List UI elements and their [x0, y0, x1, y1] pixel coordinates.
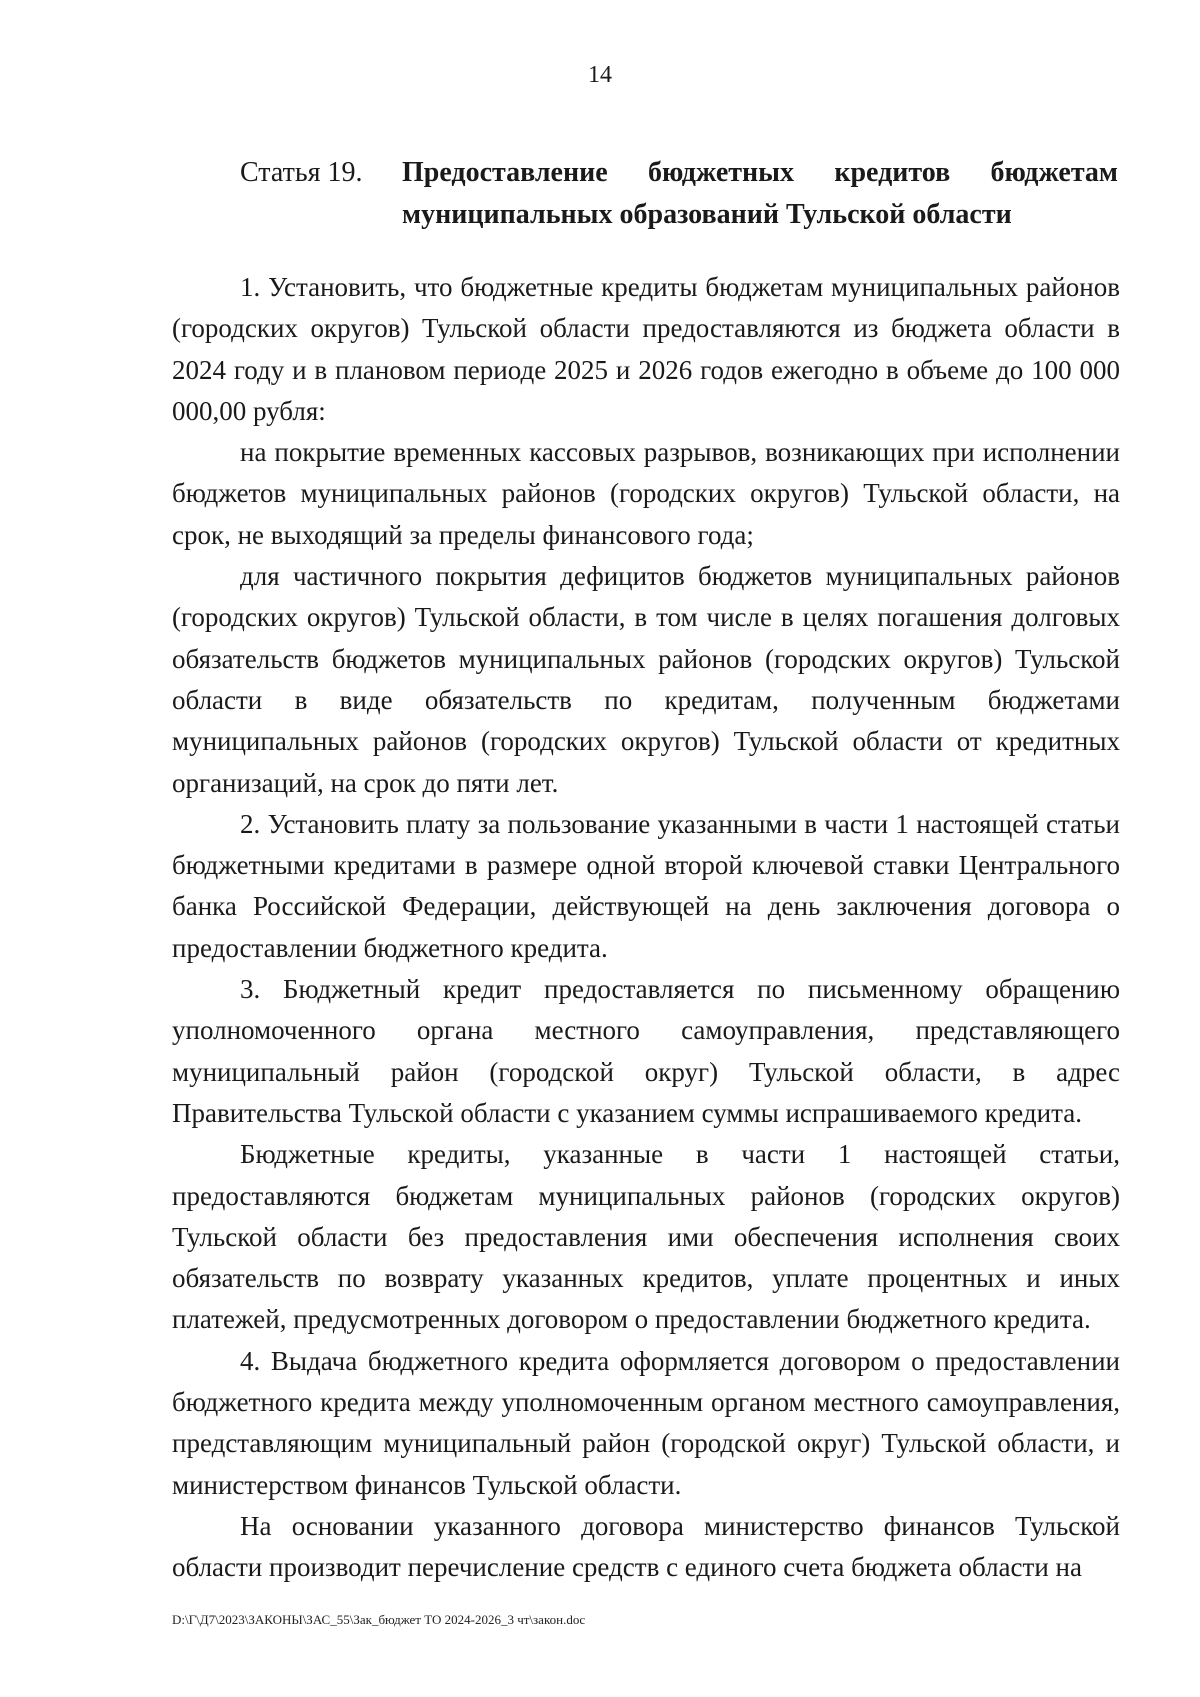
footer-file-path: D:\Г\Д7\2023\ЗАКОНЫ\ЗАС_55\Зак_бюджет ТО 2024-2026_3 чт\закон.doc: [172, 1612, 586, 1627]
paragraph-5: 3. Бюджетный кредит предоставляется по письменному обращению уполномоченного органа местного самоуправления, представляющего муниципальный район (городской округ) Тульской области, в адрес Правительства Тульской области с указанием суммы испрашиваемого кредита.: [172, 974, 1120, 1128]
article-title: [402, 152, 1118, 236]
article-title-line-1: Предоставление бюджетных кредитов бюджетам: [402, 157, 1118, 188]
paragraph-4: 2. Установить плату за пользование указанными в части 1 настоящей статьи бюджетными кредитами в размере одной второй ключевой ставки Центрального банка Российской Федерации, действующей на день заключения договора о предоставлении бюджетного кредита.: [172, 808, 1120, 963]
article-title-line-2: муниципальных образований Тульской области: [402, 199, 1012, 230]
paragraph-7: 4. Выдача бюджетного кредита оформляется договором о предоставлении бюджетного кредита между уполномоченным органом местного самоуправления, представляющим муниципальный район (городской округ) Тульской области, и министерством финансов Тульской области.: [172, 1345, 1120, 1500]
article-label: Статья 19.: [240, 157, 363, 188]
paragraph-2: на покрытие временных кассовых разрывов, возникающих при исполнении бюджетов муниципальных районов (городских округов) Тульской области, на срок, не выходящий за пределы финансового года;: [172, 437, 1120, 550]
paragraph-3: для частичного покрытия дефицитов бюджетов муниципальных районов (городских округов) Тульской области, в том числе в целях погашения долговых обязательств бюджетов муниципальных районов (городских округов) Тульской области в виде обязательств по кредитам, полученным бюджетами муниципальных районов (городских округов) Тульской области от кредитных организаций, на срок до пяти лет.: [172, 561, 1120, 798]
paragraph-8: На основании указанного договора министерство финансов Тульской области производит перечисление средств с единого счета бюджета области на: [172, 1510, 1120, 1583]
page-number: 14: [588, 62, 612, 88]
article-body: [172, 267, 1120, 1589]
paragraph-6: Бюджетные кредиты, указанные в части 1 настоящей статьи, предоставляются бюджетам муниципальных районов (городских округов) Тульской области без предоставления ими обеспечения исполнения своих обязательств по возврату указанных кредитов, уплате процентных и иных платежей, предусмотренных договором о предоставлении бюджетного кредита.: [172, 1139, 1120, 1335]
paragraph-1: 1. Установить, что бюджетные кредиты бюджетам муниципальных районов (городских округов) Тульской области предоставляются из бюджета области в 2024 году и в плановом периоде 2025 и 2026 годов ежегодно в объеме до 100 000 000,00 рубля:: [172, 272, 1120, 426]
